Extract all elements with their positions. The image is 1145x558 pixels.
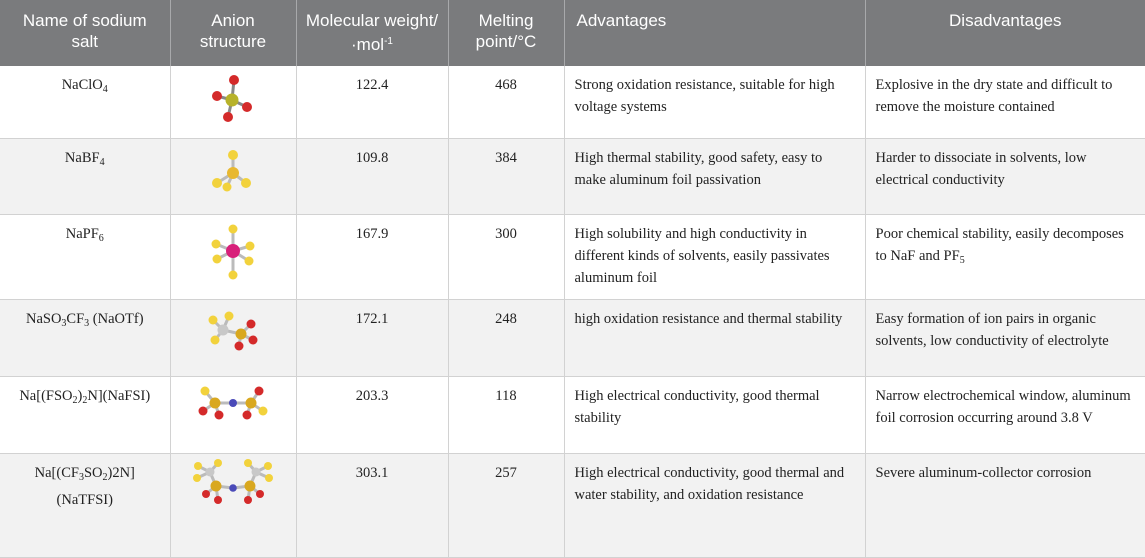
- salt-name-sub: 4: [99, 156, 105, 168]
- salt-name: [0, 299, 170, 376]
- salt-name-text: (NaOTf): [89, 310, 144, 327]
- advantages: high oxidation resistance and thermal stability: [564, 299, 865, 376]
- salt-name-sub: 3: [78, 471, 84, 483]
- fsi-molecule-icon: [193, 381, 273, 425]
- salt-name: [0, 214, 170, 299]
- advantages: High electrical conductivity, good thermal stability: [564, 376, 865, 453]
- header-mw-text: Molecular weight/·mol: [305, 11, 439, 54]
- salt-name: [0, 138, 170, 214]
- disadvantages: Narrow electrochemical window, aluminum foil corrosion occurring around 3.8 V: [865, 376, 1145, 453]
- melting-point: 384: [448, 138, 564, 214]
- advantages: Strong oxidation resistance, suitable for high voltage systems: [564, 66, 865, 138]
- disadvantages: Severe aluminum-collector corrosion: [865, 453, 1145, 557]
- salt-name: [0, 453, 170, 557]
- table-row: [0, 66, 1145, 138]
- hexafluorophosphate-molecule-icon: [203, 219, 263, 283]
- salt-name-sub: 2: [82, 394, 88, 406]
- molecular-weight: 109.8: [296, 138, 448, 214]
- advantages: High thermal stability, good safety, easy to make aluminum foil passivation: [564, 138, 865, 214]
- disadvantages-text: Poor chemical stability, easily decomposes to NaF and PF: [875, 225, 1124, 264]
- salt-name-text: NaClO: [61, 77, 103, 93]
- salt-name-text: CF: [66, 310, 85, 327]
- anion-structure: [170, 214, 296, 299]
- table-row: [0, 138, 1145, 214]
- salt-name-sub: 3: [61, 317, 67, 329]
- header-mw-sup: -1: [384, 36, 393, 47]
- header-row: [0, 0, 1145, 66]
- header-molecular-weight: [296, 0, 448, 66]
- header-name: Name of sodium salt: [0, 0, 170, 66]
- header-disadvantages: Disadvantages: [865, 0, 1145, 66]
- table-row: [0, 214, 1145, 299]
- salt-name-text: NaSO: [25, 310, 62, 327]
- salt-name-text: NaPF: [65, 225, 99, 242]
- salt-name-text: Na[(FSO: [19, 387, 73, 404]
- melting-point: 300: [448, 214, 564, 299]
- molecular-weight: 122.4: [296, 66, 448, 138]
- header-melting-point: Melting point/°C: [448, 0, 564, 66]
- salt-name-sub: 2: [72, 394, 78, 406]
- disadvantages-sub: 5: [959, 254, 965, 266]
- melting-point: 468: [448, 66, 564, 138]
- triflate-molecule-icon: [201, 304, 265, 360]
- molecular-weight: 172.1: [296, 299, 448, 376]
- disadvantages: Harder to dissociate in solvents, low electrical conductivity: [865, 138, 1145, 214]
- melting-point: 118: [448, 376, 564, 453]
- salt-name-text: )2N]: [107, 464, 135, 481]
- advantages: High solubility and high conductivity in different kinds of solvents, easily passivates aluminum foil: [564, 214, 865, 299]
- anion-structure: [170, 138, 296, 214]
- salt-name-text: SO: [83, 464, 103, 481]
- salt-name: [0, 66, 170, 138]
- molecular-weight: 303.1: [296, 453, 448, 557]
- disadvantages: Explosive in the dry state and difficult to remove the moisture contained: [865, 66, 1145, 138]
- perchlorate-molecule-icon: [203, 70, 263, 130]
- salt-name-text: N](NaFSI): [87, 387, 151, 404]
- melting-point: 248: [448, 299, 564, 376]
- header-structure: Anion structure: [170, 0, 296, 66]
- salt-name: [0, 376, 170, 453]
- header-advantages: Advantages: [564, 0, 865, 66]
- anion-structure: [170, 299, 296, 376]
- tetrafluoroborate-molecule-icon: [203, 143, 263, 203]
- table-row: [0, 299, 1145, 376]
- disadvantages: [865, 214, 1145, 299]
- molecular-weight: 167.9: [296, 214, 448, 299]
- salt-name-text: NaBF: [64, 149, 100, 166]
- salt-name-text: Na[(CF: [34, 464, 79, 481]
- table-row: [0, 453, 1145, 557]
- anion-structure: [170, 66, 296, 138]
- advantages: High electrical conductivity, good thermal and water stability, and oxidation resistance: [564, 453, 865, 557]
- anion-structure: [170, 376, 296, 453]
- molecular-weight: 203.3: [296, 376, 448, 453]
- salt-name-sub: 3: [84, 317, 90, 329]
- salt-name-text: ): [77, 387, 83, 404]
- melting-point: 257: [448, 453, 564, 557]
- salt-name-sub: 4: [102, 84, 108, 95]
- tfsi-molecule-icon: [188, 458, 278, 512]
- salt-name-sub: 2: [102, 471, 108, 483]
- salt-name-text: (NaTFSI): [56, 491, 113, 508]
- salt-name-sub: 6: [98, 232, 104, 244]
- anion-structure: [170, 453, 296, 557]
- table-row: [0, 376, 1145, 453]
- disadvantages: Easy formation of ion pairs in organic solvents, low conductivity of electrolyte: [865, 299, 1145, 376]
